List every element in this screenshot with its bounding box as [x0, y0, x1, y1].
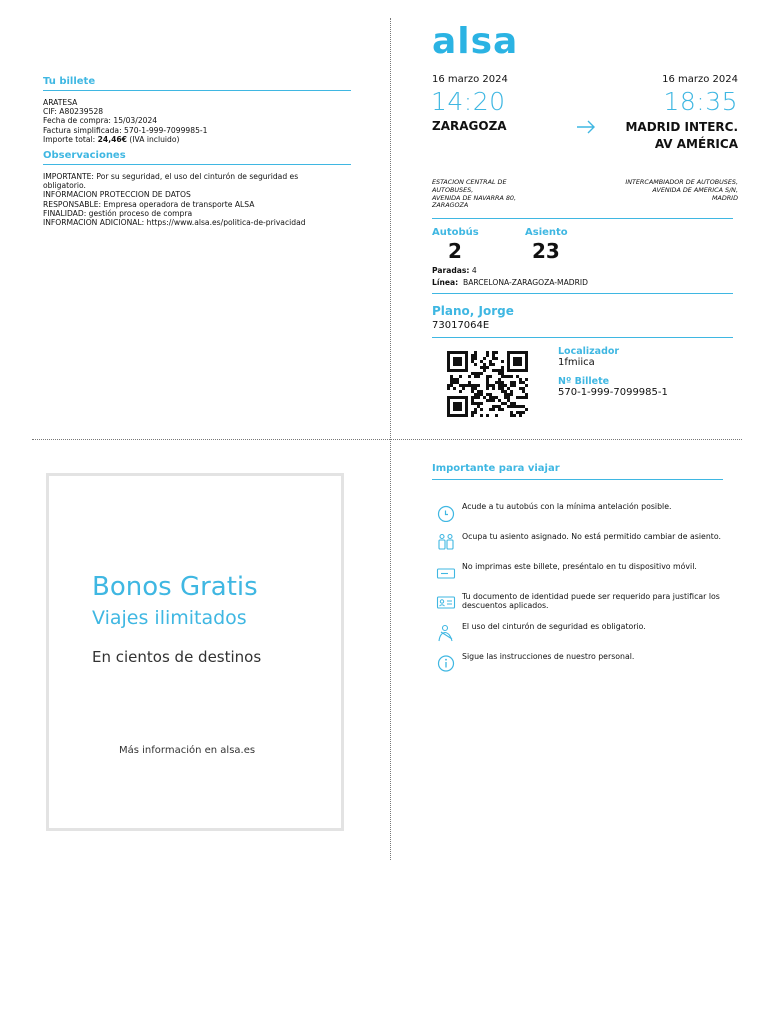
tip-item: No imprimas este billete, preséntalo en tu dispositivo móvil. [462, 562, 697, 571]
ticket-number-label: Nº Billete [558, 376, 610, 387]
clock-icon [436, 504, 456, 522]
total-suffix: (IVA incluido) [126, 134, 180, 144]
promo-subtitle: Viajes ilimitados [92, 607, 247, 629]
address-line: AVENIDA DE NAVARRA 80, [432, 193, 517, 202]
ticket-icon [436, 565, 456, 583]
departure-time: 14:20 [431, 87, 506, 116]
obs-line: obligatorio. [43, 181, 86, 191]
address-line: MADRID [711, 193, 738, 202]
tip-item: El uso del cinturón de seguridad es obligatorio. [462, 622, 646, 631]
total-amount: 24,46€ [97, 134, 127, 144]
locator-label: Localizador [558, 346, 620, 357]
tu-billete-rule [43, 90, 351, 91]
observaciones-rule [43, 164, 351, 165]
address-line: AUTOBUSES, [432, 185, 474, 194]
arrival-date: 16 marzo 2024 [662, 74, 738, 85]
purchase-date: Fecha de compra: 15/03/2024 [43, 116, 158, 126]
obs-line: FINALIDAD: gestión proceso de compra [43, 208, 193, 218]
address-line: ESTACION CENTRAL DE [432, 178, 507, 186]
seatbelt-icon [436, 624, 456, 642]
cif: CIF: A80239528 [43, 107, 104, 117]
arrival-city-line2: AV AMÉRICA [654, 137, 738, 151]
seat-icon [436, 533, 456, 551]
promo-more-info[interactable]: Más información en alsa.es [119, 745, 256, 756]
tu-billete-title: Tu billete [43, 76, 96, 87]
promo-box [46, 473, 344, 831]
id-card-icon [436, 594, 456, 612]
arrow-right-icon [576, 119, 596, 138]
invoice-number: Factura simplificada: 570-1-999-7099985-1 [43, 125, 208, 135]
bus-rule [432, 293, 733, 294]
locator-value: 1fmiica [558, 357, 595, 368]
departure-city: ZARAGOZA [432, 119, 507, 133]
departure-address [432, 179, 516, 210]
stops-value: 4 [471, 266, 477, 275]
total-prefix: Importe total: [43, 134, 98, 144]
line-value: BARCELONA-ZARAGOZA-MADRID [463, 278, 589, 287]
obs-line: IMPORTANTE: Por su seguridad, el uso del cinturón de seguridad es [43, 172, 299, 181]
address-line: INTERCAMBIADOR DE AUTOBUSES, [625, 178, 738, 186]
arrival-time: 18:35 [663, 87, 738, 116]
ticket-number-value: 570-1-999-7099985-1 [558, 387, 668, 398]
seat-number: 23 [532, 239, 560, 263]
tips-title: Importante para viajar [432, 463, 560, 474]
arrival-city [625, 119, 738, 153]
tip-item: Sigue las instrucciones de nuestro personal. [462, 652, 635, 661]
qr-code [447, 351, 528, 422]
address-line: AVENIDA DE AMERICA S/N, [652, 185, 738, 194]
observaciones-text [43, 172, 363, 227]
tips-rule [432, 479, 723, 480]
stops-line [432, 266, 477, 275]
promo-title: Bonos Gratis [92, 572, 258, 602]
alsa-logo: alsa [432, 21, 519, 62]
bus-label: Autobús [432, 227, 479, 238]
tip-item: Acude a tu autobús con la mínima antelación posible. [462, 502, 672, 511]
observaciones-title: Observaciones [43, 150, 126, 161]
arrival-address [625, 179, 738, 202]
total-line [43, 135, 207, 144]
obs-line: INFORMACION ADICIONAL: https://www.alsa.es/politica-de-privacidad [43, 218, 306, 228]
address-line: ZARAGOZA [432, 201, 469, 210]
company-name: ARATESA [43, 98, 78, 107]
arrival-city-line1: MADRID INTERC. [625, 120, 738, 134]
passenger-name: Plano, Jorge [432, 304, 514, 318]
stops-label: Paradas: [432, 266, 470, 275]
passenger-id: 73017064E [432, 320, 490, 331]
obs-line: INFORMACION PROTECCION DE DATOS [43, 190, 191, 200]
passenger-rule [432, 337, 733, 338]
departure-date: 16 marzo 2024 [432, 74, 508, 85]
route-rule [432, 218, 733, 219]
line-label: Línea: [432, 278, 459, 287]
obs-line: RESPONSABLE: Empresa operadora de transporte ALSA [43, 199, 255, 209]
line-info [432, 278, 588, 287]
billing-info [43, 98, 207, 144]
horizontal-fold-line [32, 439, 742, 440]
tip-item: Tu documento de identidad puede ser requerido para justificar los descuentos aplicados. [462, 592, 720, 611]
seat-label: Asiento [525, 227, 568, 238]
promo-tagline: En cientos de destinos [92, 648, 262, 666]
bus-number: 2 [448, 239, 462, 263]
info-icon [436, 654, 456, 672]
tip-item: Ocupa tu asiento asignado. No está permitido cambiar de asiento. [462, 532, 721, 541]
